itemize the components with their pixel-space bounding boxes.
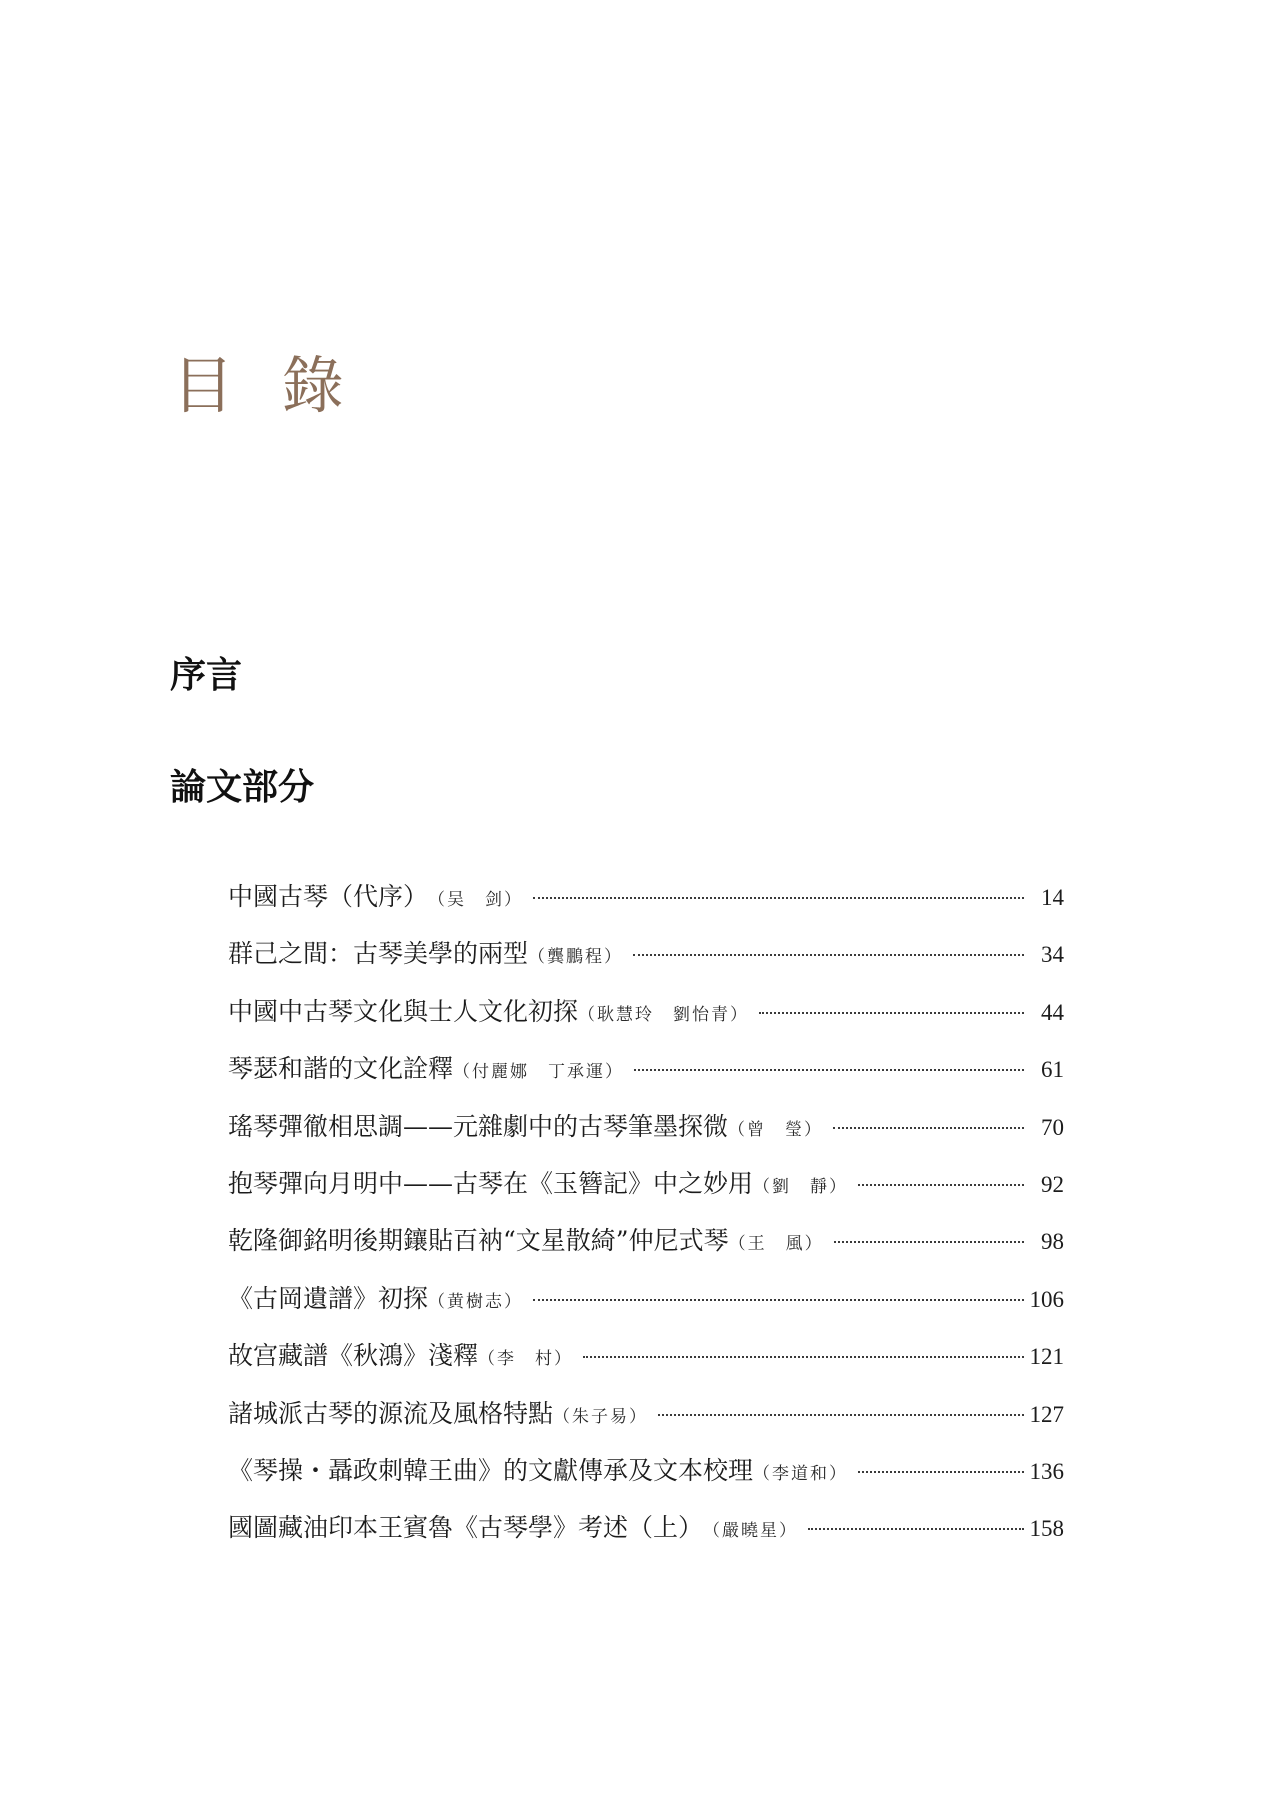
toc-entry[interactable]: [228, 1049, 1064, 1106]
toc-dot-leader: [808, 1528, 1023, 1530]
toc-entry-title: 國圖藏油印本王賓魯《古琴學》考述（上）: [228, 1513, 704, 1543]
toc-entry-page: 61: [1041, 1057, 1064, 1083]
toc-entry-title: 中國中古琴文化與士人文化初探: [228, 996, 579, 1026]
toc-dot-leader: [759, 1012, 1024, 1014]
toc-entry[interactable]: [228, 1394, 1064, 1451]
toc-entry[interactable]: [228, 877, 1064, 934]
toc-entry[interactable]: [228, 992, 1064, 1049]
toc-entry-page: 106: [1029, 1286, 1064, 1312]
toc-entry-author: （劉 靜）: [753, 1176, 849, 1197]
toc-entry[interactable]: [228, 1508, 1064, 1565]
toc-entry-author: （曾 瑩）: [728, 1119, 824, 1140]
toc-entry-title: 諸城派古琴的源流及風格特點: [228, 1398, 554, 1428]
toc-dot-leader: [583, 1356, 1023, 1358]
toc-dot-leader: [858, 1471, 1023, 1473]
toc-entry-title: 故宫藏譜《秋鴻》淺釋: [228, 1341, 479, 1371]
toc-entry-title: 中國古琴（代序）: [228, 882, 429, 911]
section-heading-preface: 序言: [170, 654, 243, 696]
toc-dot-leader: [833, 1127, 1024, 1129]
toc-entry-page: 34: [1041, 942, 1064, 968]
toc-entry[interactable]: [228, 1107, 1064, 1164]
toc-dot-leader: [634, 1069, 1024, 1071]
toc-entry-author: （耿慧玲 劉怡青）: [578, 1004, 750, 1025]
toc-entry-author: （李 村）: [478, 1349, 574, 1370]
toc-entry-title: 《琴操・聶政刺韓王曲》的文獻傳承及文本校理: [228, 1455, 754, 1485]
toc-entry-author: （付麗娜 丁承運）: [453, 1062, 625, 1083]
toc-entry-author: （龔鵬程）: [528, 947, 624, 968]
toc-entry-page: 92: [1041, 1171, 1064, 1197]
page-title: 目 錄: [172, 349, 358, 422]
toc-dot-leader: [533, 897, 1024, 899]
toc-entry[interactable]: [228, 1336, 1064, 1393]
toc-entry-page: 70: [1041, 1114, 1064, 1140]
toc-entry-author: （吴 剑）: [428, 890, 524, 910]
toc-entry-title: 群己之間：古琴美學的兩型: [228, 939, 529, 969]
section-heading-papers: 論文部分: [170, 766, 315, 808]
toc-entry-page: 44: [1041, 999, 1064, 1025]
toc-dot-leader: [858, 1184, 1024, 1186]
toc-entry[interactable]: [228, 934, 1064, 991]
toc-entry-author: （王 風）: [728, 1234, 824, 1255]
toc-entry-page: 121: [1029, 1344, 1064, 1370]
toc-entry-title: 《古岡遺譜》初探: [228, 1283, 429, 1313]
toc-entry-author: （嚴曉星）: [703, 1521, 799, 1542]
toc-dot-leader: [834, 1241, 1024, 1243]
toc-entry[interactable]: [228, 1451, 1064, 1508]
toc-entry-title: 抱琴彈向月明中——古琴在《玉簪記》中之妙用: [228, 1168, 754, 1198]
toc-entry-title: 乾隆御銘明後期鑲貼百衲“文星散綺”仲尼式琴: [228, 1226, 729, 1256]
toc-dot-leader: [633, 954, 1024, 956]
toc-entry-title: 琴瑟和諧的文化詮釋: [228, 1054, 454, 1084]
toc-entry-page: 98: [1041, 1229, 1064, 1255]
toc-entry-title: 瑤琴彈徹相思調——元雜劇中的古琴筆墨探微: [228, 1111, 729, 1141]
toc-entry-author: （黄樹志）: [428, 1291, 524, 1312]
toc-entry[interactable]: [228, 1279, 1064, 1336]
toc-entry-author: （李道和）: [753, 1463, 849, 1484]
toc-dot-leader: [533, 1299, 1023, 1301]
toc-entry[interactable]: [228, 1221, 1064, 1278]
toc-entry-page: 158: [1029, 1516, 1064, 1542]
table-of-contents: [228, 877, 1064, 1566]
toc-entry-page: 14: [1041, 885, 1064, 910]
toc-entry[interactable]: [228, 1164, 1064, 1221]
toc-dot-leader: [658, 1414, 1023, 1416]
toc-entry-page: 127: [1029, 1401, 1064, 1427]
toc-entry-page: 136: [1029, 1458, 1064, 1484]
toc-entry-author: （朱子易）: [553, 1406, 649, 1427]
